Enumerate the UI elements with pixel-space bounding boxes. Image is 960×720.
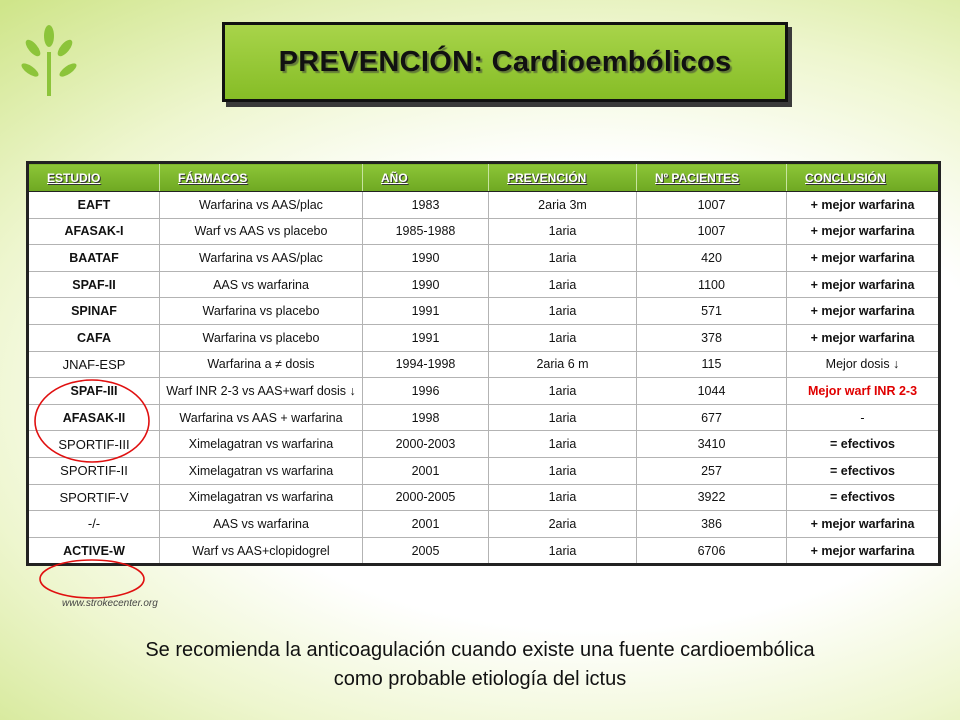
title-box — [222, 22, 788, 102]
cell-pacientes: 257 — [637, 457, 787, 484]
table-row — [28, 271, 940, 298]
cell-ano: 1985-1988 — [363, 218, 489, 245]
table-row — [28, 537, 940, 565]
cell-farmacos: AAS vs warfarina — [160, 271, 363, 298]
table-row — [28, 298, 940, 325]
cell-pacientes: 6706 — [637, 537, 787, 565]
header-prevencion: PREVENCIÓN — [489, 163, 637, 192]
table-row — [28, 192, 940, 219]
cell-pacientes: 571 — [637, 298, 787, 325]
cell-pacientes: 115 — [637, 351, 787, 378]
cell-prevencion: 1aria — [489, 378, 637, 405]
cell-pacientes: 1007 — [637, 218, 787, 245]
footer-line-2: como probable etiología del ictus — [333, 668, 627, 690]
cell-estudio: SPAF-III — [28, 378, 160, 405]
leaf-sprout-icon — [18, 22, 82, 98]
cell-farmacos: Ximelagatran vs warfarina — [160, 457, 363, 484]
cell-ano: 1994-1998 — [363, 351, 489, 378]
cell-prevencion: 1aria — [489, 404, 637, 431]
cell-ano: 1998 — [363, 404, 489, 431]
cell-conclusion: + mejor warfarina — [787, 298, 940, 325]
table-row — [28, 378, 940, 405]
cell-prevencion: 1aria — [489, 431, 637, 458]
page-title: PREVENCIÓN: Cardioembólicos — [278, 45, 732, 78]
cell-prevencion: 1aria — [489, 484, 637, 511]
cell-pacientes: 3922 — [637, 484, 787, 511]
cell-prevencion: 1aria — [489, 324, 637, 351]
cell-estudio: -/- — [28, 511, 160, 538]
cell-estudio: SPINAF — [28, 298, 160, 325]
studies-table — [26, 161, 941, 566]
cell-farmacos: Warfarina vs placebo — [160, 298, 363, 325]
table-row — [28, 351, 940, 378]
cell-estudio: SPORTIF-II — [28, 457, 160, 484]
cell-farmacos: Warf vs AAS vs placebo — [160, 218, 363, 245]
cell-prevencion: 2aria 6 m — [489, 351, 637, 378]
cell-estudio: SPORTIF-III — [28, 431, 160, 458]
cell-prevencion: 1aria — [489, 457, 637, 484]
cell-conclusion: Mejor dosis ↓ — [787, 351, 940, 378]
cell-farmacos: Warf INR 2-3 vs AAS+warf dosis ↓ — [160, 378, 363, 405]
cell-conclusion: + mejor warfarina — [787, 511, 940, 538]
cell-prevencion: 1aria — [489, 245, 637, 272]
cell-pacientes: 420 — [637, 245, 787, 272]
cell-pacientes: 3410 — [637, 431, 787, 458]
cell-conclusion: = efectivos — [787, 431, 940, 458]
cell-farmacos: Ximelagatran vs warfarina — [160, 484, 363, 511]
cell-pacientes: 378 — [637, 324, 787, 351]
cell-conclusion: + mejor warfarina — [787, 271, 940, 298]
cell-pacientes: 1007 — [637, 192, 787, 219]
cell-ano: 1990 — [363, 245, 489, 272]
cell-conclusion: + mejor warfarina — [787, 218, 940, 245]
cell-ano: 1983 — [363, 192, 489, 219]
cell-farmacos: Ximelagatran vs warfarina — [160, 431, 363, 458]
cell-conclusion: - — [787, 404, 940, 431]
cell-pacientes: 1100 — [637, 271, 787, 298]
footer-recommendation — [0, 636, 960, 694]
cell-farmacos: AAS vs warfarina — [160, 511, 363, 538]
cell-ano: 2001 — [363, 511, 489, 538]
cell-ano: 2000-2005 — [363, 484, 489, 511]
table-row — [28, 324, 940, 351]
cell-conclusion: + mejor warfarina — [787, 324, 940, 351]
table-row — [28, 218, 940, 245]
cell-estudio: SPORTIF-V — [28, 484, 160, 511]
table-row — [28, 404, 940, 431]
header-farmacos: FÁRMACOS — [160, 163, 363, 192]
table-row — [28, 511, 940, 538]
cell-farmacos: Warfarina vs AAS/plac — [160, 192, 363, 219]
cell-pacientes: 1044 — [637, 378, 787, 405]
cell-ano: 1990 — [363, 271, 489, 298]
header-pacientes: Nº PACIENTES — [637, 163, 787, 192]
cell-ano: 1996 — [363, 378, 489, 405]
cell-ano: 2005 — [363, 537, 489, 565]
footer-line-1: Se recomienda la anticoagulación cuando existe una fuente cardioembólica — [145, 639, 815, 661]
cell-ano: 2000-2003 — [363, 431, 489, 458]
table-row — [28, 484, 940, 511]
header-conclusion: CONCLUSIÓN — [787, 163, 940, 192]
cell-farmacos: Warf vs AAS+clopidogrel — [160, 537, 363, 565]
cell-estudio: ACTIVE-W — [28, 537, 160, 565]
table-row — [28, 245, 940, 272]
cell-conclusion: Mejor warf INR 2-3 — [787, 378, 940, 405]
cell-farmacos: Warfarina a ≠ dosis — [160, 351, 363, 378]
cell-ano: 1991 — [363, 298, 489, 325]
cell-conclusion: + mejor warfarina — [787, 192, 940, 219]
cell-estudio: EAFT — [28, 192, 160, 219]
source-credit: www.strokecenter.org — [62, 598, 158, 609]
cell-ano: 2001 — [363, 457, 489, 484]
cell-estudio: BAATAF — [28, 245, 160, 272]
cell-prevencion: 1aria — [489, 537, 637, 565]
table-row — [28, 457, 940, 484]
cell-estudio: AFASAK-II — [28, 404, 160, 431]
cell-estudio: JNAF-ESP — [28, 351, 160, 378]
cell-prevencion: 1aria — [489, 218, 637, 245]
header-ano: AÑO — [363, 163, 489, 192]
table-header-row — [28, 163, 940, 192]
cell-estudio: SPAF-II — [28, 271, 160, 298]
cell-prevencion: 2aria — [489, 511, 637, 538]
cell-farmacos: Warfarina vs AAS + warfarina — [160, 404, 363, 431]
cell-conclusion: = efectivos — [787, 457, 940, 484]
cell-conclusion: + mejor warfarina — [787, 245, 940, 272]
cell-estudio: AFASAK-I — [28, 218, 160, 245]
cell-conclusion: + mejor warfarina — [787, 537, 940, 565]
cell-farmacos: Warfarina vs AAS/plac — [160, 245, 363, 272]
header-estudio: ESTUDIO — [28, 163, 160, 192]
cell-farmacos: Warfarina vs placebo — [160, 324, 363, 351]
cell-estudio: CAFA — [28, 324, 160, 351]
cell-pacientes: 386 — [637, 511, 787, 538]
table-row — [28, 431, 940, 458]
cell-conclusion: = efectivos — [787, 484, 940, 511]
cell-prevencion: 1aria — [489, 271, 637, 298]
cell-prevencion: 2aria 3m — [489, 192, 637, 219]
cell-pacientes: 677 — [637, 404, 787, 431]
cell-ano: 1991 — [363, 324, 489, 351]
cell-prevencion: 1aria — [489, 298, 637, 325]
